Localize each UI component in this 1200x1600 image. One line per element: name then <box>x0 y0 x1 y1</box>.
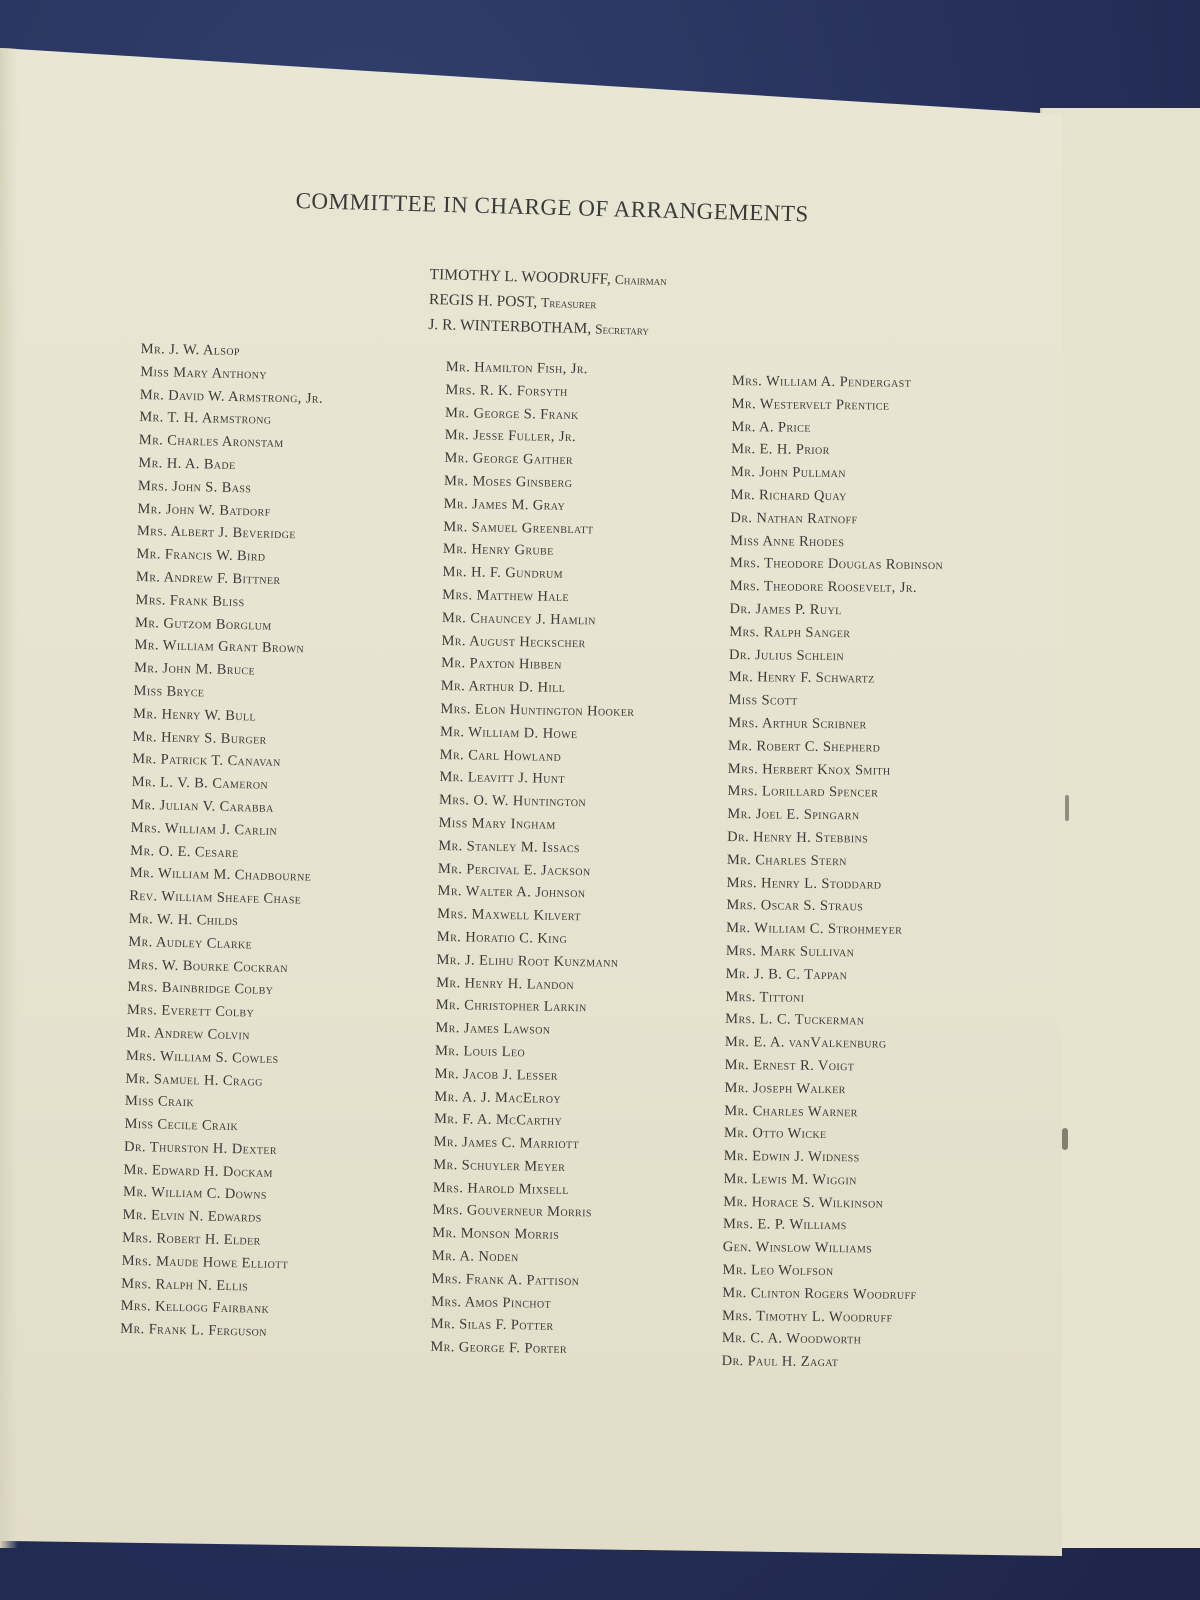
member-name: Mr. A. Price <box>731 418 811 436</box>
member-name: Mr. William C. Strohmeyer <box>726 920 903 938</box>
member-name: Mr. Walter A. Johnson <box>437 883 586 902</box>
member-name: Dr. Thurston H. Dexter <box>123 1138 278 1158</box>
member-name: Mr. Monson Morris <box>432 1225 560 1244</box>
member-name: Mrs. Oscar S. Straus <box>726 897 864 915</box>
member-name: Mr. Joel E. Spingarn <box>727 806 860 824</box>
member-name: Mr. William Grant Brown <box>134 637 305 657</box>
member-name: Mr. John Pullman <box>730 464 846 482</box>
member-name: Mr. Carl Howland <box>439 746 562 765</box>
page-mark <box>1062 1128 1068 1150</box>
officer-role: Treasurer <box>540 294 597 312</box>
member-name: Mr. Elvin N. Edwards <box>122 1207 262 1226</box>
member-column-1 <box>120 338 324 1345</box>
member-name: Mrs. Frank A. Pattison <box>431 1270 580 1290</box>
member-column-3 <box>721 370 945 1375</box>
member-name: Mr. A. J. MacElroy <box>434 1088 562 1107</box>
member-name: Dr. Paul H. Zagat <box>721 1353 839 1371</box>
member-name: Mr. Frank L. Ferguson <box>120 1321 268 1341</box>
member-name: Mr. James C. Marriott <box>433 1133 580 1153</box>
member-name: Mr. Silas F. Potter <box>430 1316 554 1335</box>
member-name: Mr. J. Elihu Root Kunzmann <box>436 951 619 971</box>
member-name: Miss Cecile Craik <box>124 1115 239 1135</box>
member-name: Mrs. E. P. Williams <box>722 1216 847 1234</box>
member-name: Mr. E. H. Prior <box>731 441 830 459</box>
member-name: Mrs. R. K. Forsyth <box>445 381 568 400</box>
member-name: Mr. Christopher Larkin <box>435 997 587 1016</box>
member-name: Mr. Charles Warner <box>724 1102 858 1120</box>
member-name: Mrs. William J. Carlin <box>130 819 278 839</box>
member-name: Mr. J. B. C. Tappan <box>725 965 848 983</box>
member-name: Mr. Leo Wolfson <box>722 1262 834 1280</box>
member-name: Dr. Julius Schlein <box>728 646 845 664</box>
member-name: Mrs. Bainbridge Colby <box>127 979 274 999</box>
member-name: Miss Anne Rhodes <box>730 532 845 550</box>
member-name: Rev. William Sheafe Chase <box>129 888 302 908</box>
member-name: Mr. John W. Batdorf <box>137 500 271 520</box>
member-name: Mrs. Theodore Roosevelt, Jr. <box>729 578 917 597</box>
member-name: Mr. August Heckscher <box>441 632 586 651</box>
member-name: Mr. Robert C. Shepherd <box>727 737 881 756</box>
member-name: Mrs. L. C. Tuckerman <box>725 1011 865 1029</box>
member-name: Mrs. Maxwell Kilvert <box>437 906 581 925</box>
member-name: Mr. William D. Howe <box>439 723 578 742</box>
member-name: Mrs. Tittoni <box>725 988 805 1006</box>
member-name: Mr. Samuel Greenblatt <box>443 518 594 537</box>
member-name: Mr. E. A. vanValkenburg <box>724 1034 887 1052</box>
page-title: COMMITTEE IN CHARGE OF ARRANGEMENTS <box>295 188 810 227</box>
member-name: Mrs. Everett Colby <box>126 1001 255 1021</box>
member-name: Mr. George Gaither <box>444 450 574 469</box>
member-name: Mr. David W. Armstrong, Jr. <box>139 386 324 407</box>
member-name: Mr. Francis W. Bird <box>136 546 266 565</box>
member-name: Miss Scott <box>728 692 798 709</box>
member-name: Dr. James P. Ruyl <box>729 600 842 619</box>
member-name: Mr. George F. Porter <box>430 1339 568 1358</box>
page-mark <box>1065 795 1069 821</box>
member-name: Mr. Moses Ginsberg <box>443 472 573 491</box>
member-name: Mr. Richard Quay <box>730 486 847 505</box>
member-name: Mr. Percival E. Jackson <box>437 860 591 879</box>
member-name: Mrs. Amos Pinchot <box>431 1293 552 1312</box>
member-name: Mrs. Mark Sullivan <box>725 942 855 961</box>
member-name: Mr. Otto Wicke <box>723 1125 827 1143</box>
officer-name: TIMOTHY L. WOODRUFF, <box>429 265 612 288</box>
member-name: Mr. Ernest R. Voigt <box>724 1056 855 1075</box>
member-name: Mrs. Albert J. Beveridge <box>136 523 296 543</box>
member-name: Mr. Samuel H. Cragg <box>125 1070 264 1090</box>
member-name: Mr. James M. Gray <box>443 495 566 514</box>
member-name: Mrs. Elon Huntington Hooker <box>440 700 635 720</box>
member-name: Mrs. Matthew Hale <box>442 586 570 605</box>
member-name: Mrs. Gouverneur Morris <box>432 1202 592 1221</box>
member-name: Miss Mary Ingham <box>438 814 556 833</box>
member-name: Mr. James Lawson <box>435 1020 551 1038</box>
member-name: Mr. Patrick T. Canavan <box>132 751 281 771</box>
member-name: Mrs. John S. Bass <box>137 477 252 497</box>
member-name: Mr. Joseph Walker <box>724 1079 846 1097</box>
member-name: Mr. Jacob J. Lesser <box>434 1065 559 1084</box>
member-name: Mr. F. A. McCarthy <box>433 1111 563 1130</box>
member-name: Mr. Leavitt J. Hunt <box>439 769 566 788</box>
member-name: Mr. Stanley M. Issacs <box>438 837 581 856</box>
member-name: Miss Mary Anthony <box>140 363 268 383</box>
member-name: Mr. Gutzom Borglum <box>134 614 272 634</box>
member-name: Mrs. O. W. Huntington <box>438 792 587 811</box>
member-column-2 <box>430 356 640 1362</box>
officers-block <box>428 262 667 343</box>
member-name: Mrs. William S. Cowles <box>125 1047 279 1067</box>
member-name: Mr. Schuyler Meyer <box>433 1156 566 1175</box>
member-name: Dr. Nathan Ratnoff <box>730 509 858 528</box>
member-name: Mr. Arthur D. Hill <box>440 678 566 697</box>
member-name: Mr. William M. Chadbourne <box>129 865 312 886</box>
member-name: Mr. T. H. Armstrong <box>139 409 272 429</box>
member-name: Gen. Winslow Williams <box>722 1239 873 1257</box>
member-name: Mrs. Lorillard Spencer <box>727 783 879 801</box>
member-name: Mr. Lewis M. Wiggin <box>723 1170 857 1189</box>
member-name: Mr. Clinton Rogers Woodruff <box>722 1284 917 1303</box>
member-name: Dr. Henry H. Stebbins <box>727 828 869 847</box>
member-name: Mrs. Maude Howe Elliott <box>121 1252 289 1273</box>
member-name: Mr. Henry Grube <box>442 541 554 560</box>
member-name: Mrs. Harold Mixsell <box>432 1179 569 1198</box>
member-name: Miss Bryce <box>133 682 205 701</box>
member-name: Miss Craik <box>124 1093 195 1111</box>
member-name: Mr. H. F. Gundrum <box>442 564 564 583</box>
member-name: Mr. Henry H. Landon <box>436 974 575 993</box>
member-name: Mrs. Timothy L. Woodruff <box>722 1307 893 1326</box>
member-name: Mr. O. E. Cesare <box>130 842 239 861</box>
member-name: Mrs. Ralph N. Ellis <box>121 1275 249 1295</box>
member-name: Mr. Hamilton Fish, Jr. <box>445 358 589 378</box>
member-name: Mr. Audley Clarke <box>128 933 253 953</box>
officer-name: J. R. WINTERBOTHAM, <box>428 315 592 338</box>
member-name: Mr. John M. Bruce <box>133 660 256 679</box>
officer-role: Chairman <box>614 271 668 289</box>
member-name: Mrs. Kellogg Fairbank <box>120 1298 270 1318</box>
member-name: Mr. Westervelt Prentice <box>731 395 890 414</box>
member-name: Mr. Henry W. Bull <box>132 705 257 725</box>
member-name: Mrs. Ralph Sanger <box>729 623 851 642</box>
member-name: Mr. Julian V. Carabba <box>131 796 274 816</box>
member-name: Mr. Edwin J. Widness <box>723 1148 860 1166</box>
member-name: Mrs. Theodore Douglas Robinson <box>729 555 944 574</box>
officer-line <box>428 312 666 343</box>
member-name: Mrs. W. Bourke Cockran <box>127 956 289 976</box>
officer-name: REGIS H. POST, <box>428 290 538 311</box>
member-name: Mr. Andrew Colvin <box>126 1024 251 1044</box>
member-name: Mr. Edward H. Dockam <box>123 1161 274 1181</box>
member-name: Mr. William C. Downs <box>122 1184 267 1204</box>
member-name: Mr. Paxton Hibben <box>441 655 562 674</box>
member-name: Mr. Horatio C. King <box>436 928 568 947</box>
member-name: Mr. C. A. Woodworth <box>721 1330 862 1348</box>
officer-role: Secretary <box>594 321 650 338</box>
member-name: Mrs. Henry L. Stoddard <box>726 874 882 893</box>
member-name: Mrs. Frank Bliss <box>135 591 245 610</box>
member-name: Mr. Jesse Fuller, Jr. <box>444 427 577 446</box>
member-name: Mr. Andrew F. Bittner <box>135 568 281 588</box>
member-name: Mr. Charles Stern <box>726 851 847 869</box>
member-name: Mrs. Herbert Knox Smith <box>727 760 891 779</box>
member-name: Mr. W. H. Childs <box>128 910 239 930</box>
member-name: Mr. George S. Frank <box>444 404 579 423</box>
member-name: Mr. A. Noden <box>431 1247 519 1266</box>
member-name: Mrs. William A. Pendergast <box>731 372 912 391</box>
member-name: Mr. L. V. B. Cameron <box>131 774 269 793</box>
member-name: Mrs. Robert H. Elder <box>121 1229 261 1249</box>
member-name: Mr. J. W. Alsop <box>140 340 241 360</box>
member-name: Mr. Chauncey J. Hamlin <box>441 609 596 629</box>
member-name: Mr. Horace S. Wilkinson <box>723 1193 884 1212</box>
member-name: Mr. Henry F. Schwartz <box>728 669 875 687</box>
member-name: Mr. Louis Leo <box>434 1042 526 1061</box>
member-name: Mr. Henry S. Burger <box>132 728 267 748</box>
member-name: Mr. Charles Aronstam <box>138 432 284 452</box>
member-name: Mr. H. A. Bade <box>138 454 236 473</box>
member-name: Mrs. Arthur Scribner <box>728 714 867 733</box>
